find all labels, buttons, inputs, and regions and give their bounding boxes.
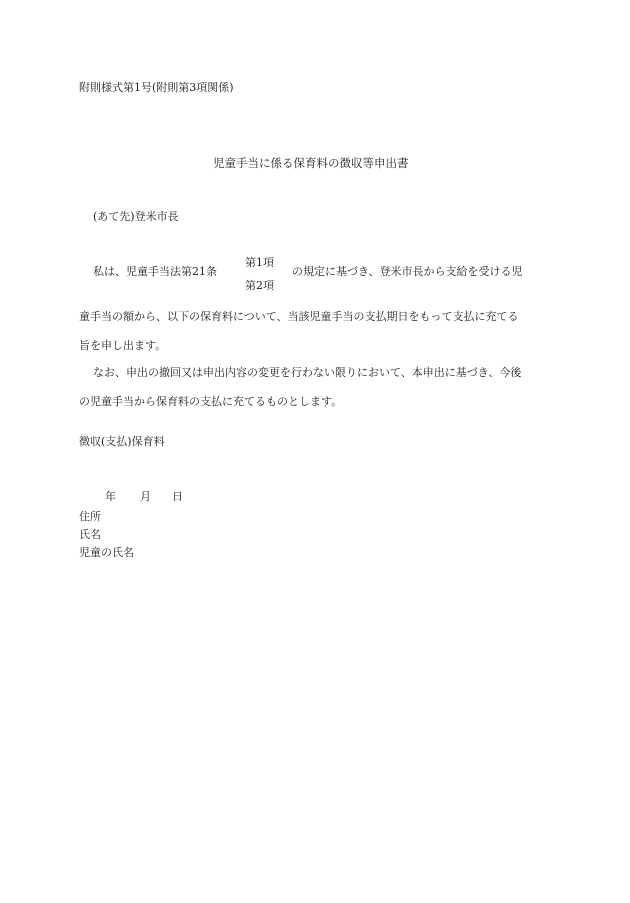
date-month-label: 月	[140, 490, 151, 503]
paragraph2-line2: の児童手当から保育料の支払に充てるものとします。	[79, 395, 343, 408]
fee-label: 徴収(支払)保育料	[79, 435, 165, 448]
item-option-2: 第2項	[245, 279, 274, 292]
document-title: 児童手当に係る保育料の徴収等申出書	[213, 156, 409, 170]
item-option-1: 第1項	[245, 256, 274, 269]
paragraph1-line3: 旨を申し出ます。	[79, 339, 167, 352]
address-label: 住所	[79, 510, 101, 523]
name-label: 氏名	[79, 528, 101, 541]
paragraph1-start: 私は、児童手当法第21条	[93, 265, 217, 278]
paragraph2-line1: なお、申出の撤回又は申出内容の変更を行わない限りにおいて、本申出に基づき、今後	[93, 366, 522, 379]
date-year-label: 年	[105, 490, 116, 503]
child-name-label: 児童の氏名	[79, 546, 134, 559]
date-day-label: 日	[172, 490, 183, 503]
addressee: (あて先)登米市長	[93, 210, 179, 223]
paragraph1-end: の規定に基づき、登米市長から支給を受ける児	[292, 265, 523, 278]
form-label: 附則様式第1号(附則第3項関係)	[79, 81, 234, 94]
paragraph1-line2: 童手当の額から、以下の保育料について、当該児童手当の支払期日をもって支払に充てる	[79, 310, 519, 323]
